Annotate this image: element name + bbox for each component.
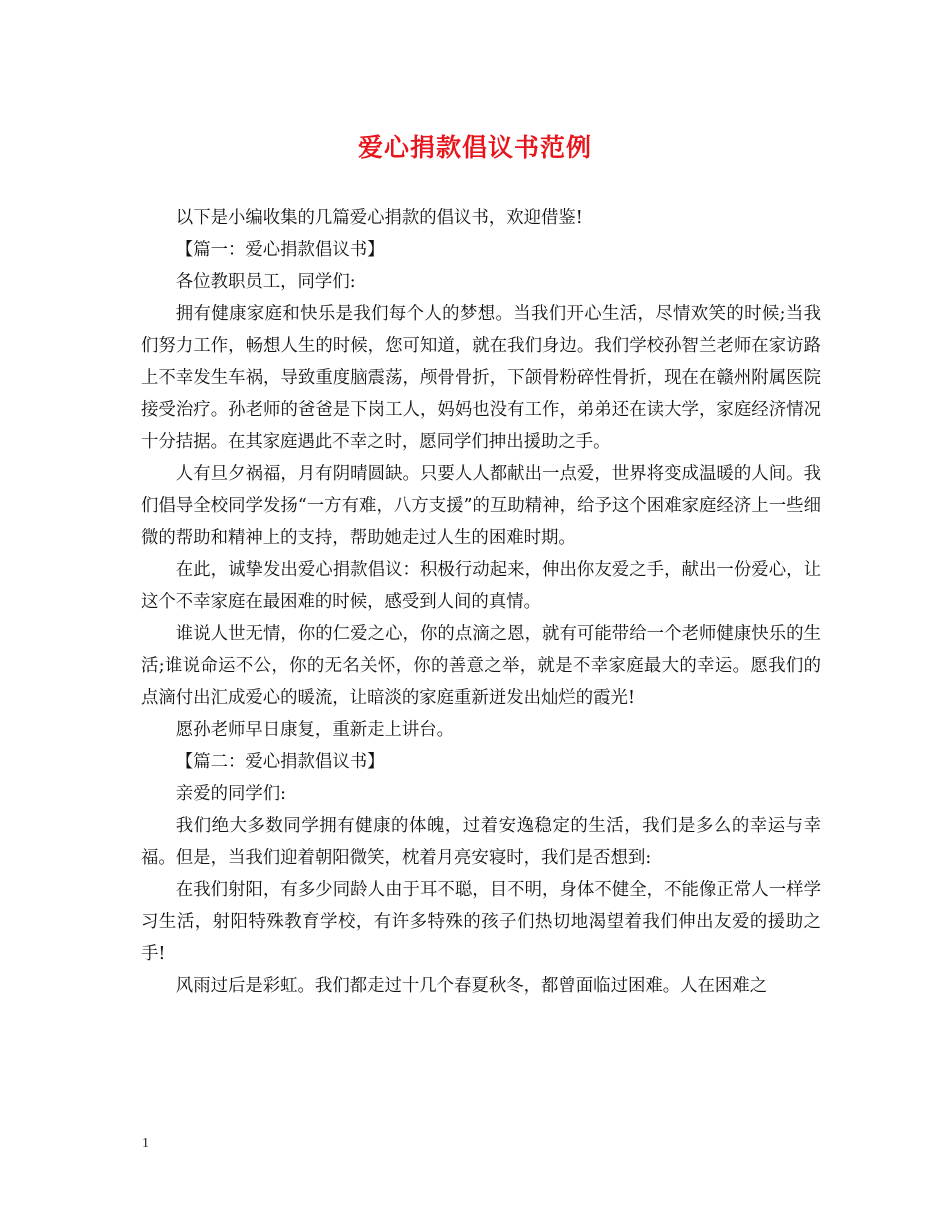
paragraph: 在此，诚挚发出爱心捐款倡议：积极行动起来，伸出你友爱之手，献出一份爱心，让这个不幸家庭在最困难的时候，感受到人间的真情。 [141,560,821,612]
paragraph: 风雨过后是彩虹。我们都走过十几个春夏秋冬，都曾面临过困难。人在困难之 [175,976,768,996]
paragraph-intro: 以下是小编收集的几篇爱心捐款的倡议书，欢迎借鉴! [175,208,583,228]
section-heading-2: 【篇二：爱心捐款倡议书】 [175,752,385,772]
section-heading-1: 【篇一：爱心捐款倡议书】 [175,240,385,260]
salutation-1: 各位教职员工，同学们: [175,272,356,292]
salutation-2: 亲爱的同学们: [175,784,287,804]
paragraph: 我们绝大多数同学拥有健康的体魄，过着安逸稳定的生活，我们是多么的幸运与幸福。但是，当我们迎着朝阳微笑，枕着月亮安寝时，我们是否想到: [141,816,821,868]
paragraph: 人有旦夕祸福，月有阴晴圆缺。只要人人都献出一点爱，世界将变成温暖的人间。我们倡导全校同学发扬“一方有难，八方支援”的互助精神，给予这个困难家庭经济上一些细微的帮助和精神上的支持，帮助她走过人生的困难时期。 [141,464,821,548]
paragraph: 在我们射阳，有多少同龄人由于耳不聪，目不明，身体不健全，不能像正常人一样学习生活，射阳特殊教育学校，有许多特殊的孩子们热切地渴望着我们伸出友爱的援助之手! [141,880,821,964]
paragraph: 愿孙老师早日康复，重新走上讲台。 [175,720,455,740]
page-number: 1 [142,1136,149,1151]
paragraph: 拥有健康家庭和快乐是我们每个人的梦想。当我们开心生活，尽情欢笑的时候;当我们努力工作，畅想人生的时候，您可知道，就在我们身边。我们学校孙智兰老师在家访路上不幸发生车祸，导致重度脑震荡，颅骨骨折，下颌骨粉碎性骨折，现在在赣州附属医院接受治疗。孙老师的爸爸是下岗工人，妈妈也没有工作，弟弟还在读大学，家庭经济情况十分拮据。在其家庭遇此不幸之时，愿同学们抻出援助之手。 [141,304,821,452]
document-title: 爱心捐款倡议书范例 [357,133,592,162]
document-body [141,202,821,1002]
paragraph: 谁说人世无情，你的仁爱之心，你的点滴之恩，就有可能带给一个老师健康快乐的生活;谁说命运不公，你的无名关怀，你的善意之举，就是不幸家庭最大的幸运。愿我们的点滴付出汇成爱心的暖流，让暗淡的家庭重新迸发出灿烂的霞光! [141,624,821,708]
